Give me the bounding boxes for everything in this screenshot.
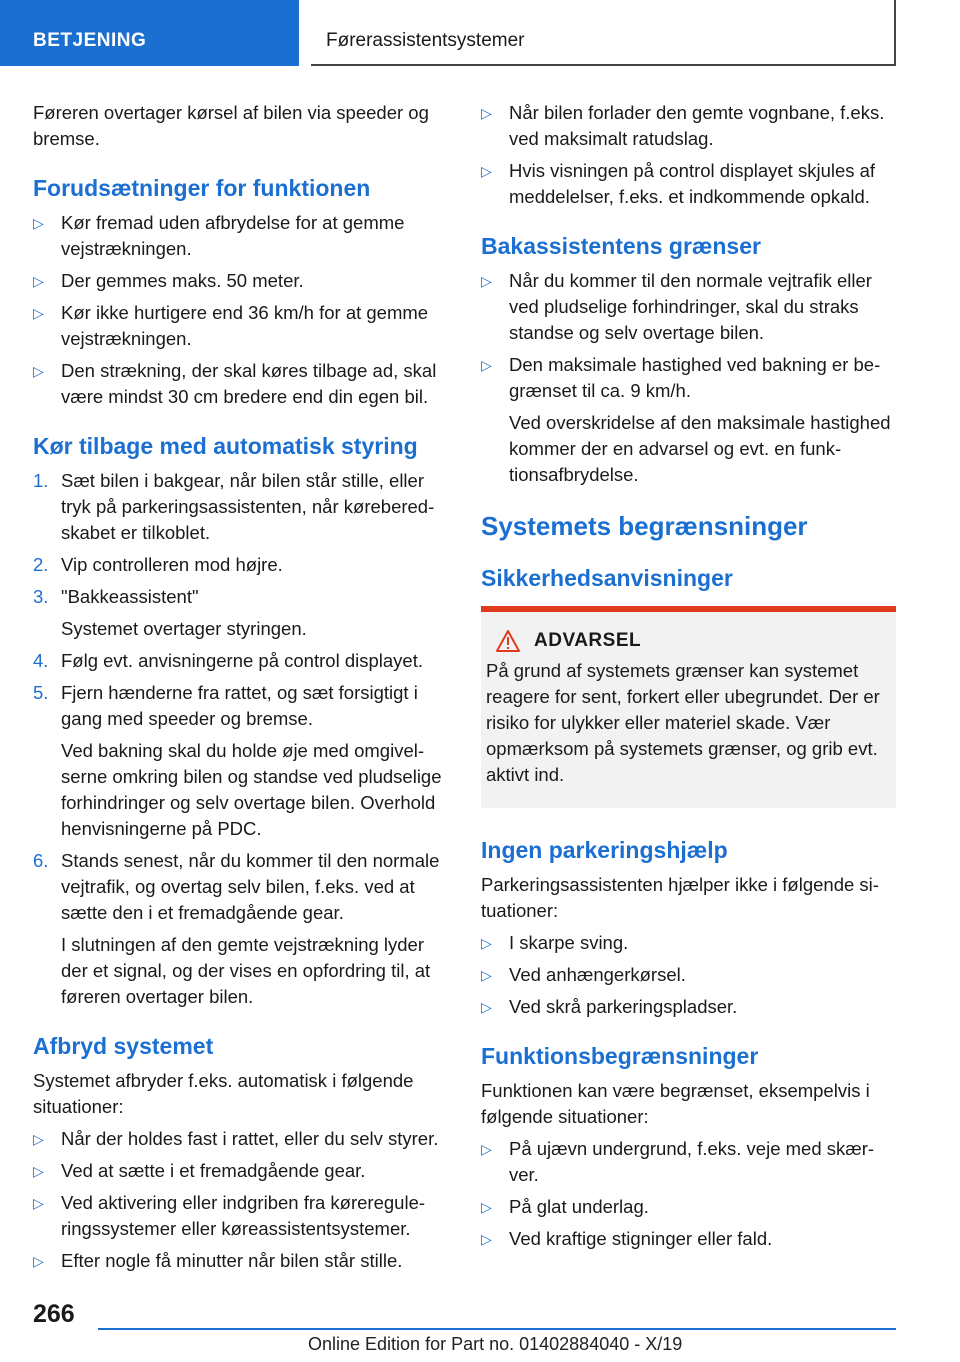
step-item: 5. Fjern hænderne fra rattet, og sæt forsigtigt i gang med speeder og bremse. Ved bakning skal du holde øje med omgivelserne omkring bilen og standse ved pludselige forhindringer og selv overtage bilen. Overhold henvisningerne på PDC.	[33, 680, 453, 842]
list-item: ▷ Ved at sætte i et fremadgående gear.	[33, 1158, 453, 1184]
triangle-bullet-icon: ▷	[33, 1195, 44, 1211]
triangle-bullet-icon: ▷	[481, 999, 492, 1015]
triangle-bullet-icon: ▷	[33, 1131, 44, 1147]
triangle-bullet-icon: ▷	[481, 1141, 492, 1157]
list-item: ▷ På ujævn undergrund, f.eks. veje med skærver.	[481, 1138, 875, 1185]
function-limits-intro: Funktionen kan være begrænset, eksempelvis i følgende situationer:	[481, 1080, 870, 1127]
cancel-list	[33, 1126, 453, 1274]
list-item: ▷ Når du kommer til den normale vejtrafik eller ved pludselige forhindringer, skal du straks standse og selv overtage bilen.	[481, 270, 872, 343]
list-item: ▷ Når der holdes fast i rattet, eller du selv styrer.	[33, 1126, 453, 1152]
list-item: ▷ Den maksimale hastighed ved bakning er begrænset til ca. 9 km/h. Ved overskridelse af den maksimale hastighed kommer der en advarsel og evt. en funktionsafbrydelse.	[481, 352, 896, 488]
right-column	[481, 100, 896, 1258]
limits-list	[481, 268, 896, 488]
main-heading-system-limits: Systemets begrænsninger	[481, 511, 808, 541]
list-item: ▷ Kør ikke hurtigere end 36 km/h for at gemme vejstrækningen.	[33, 302, 429, 349]
list-item: ▷ I skarpe sving.	[481, 930, 896, 956]
page-number: 266	[33, 1300, 75, 1328]
triangle-bullet-icon: ▷	[33, 215, 44, 231]
cancel-intro: Systemet afbryder f.eks. automatisk i følgende situationer:	[33, 1070, 414, 1117]
triangle-bullet-icon: ▷	[481, 1199, 492, 1215]
intro-text: Føreren overtager kørsel af bilen via speeder og bremse.	[33, 102, 429, 149]
warning-triangle-icon	[496, 630, 520, 652]
triangle-bullet-icon: ▷	[481, 357, 492, 373]
list-note: Ved overskridelse af den maksimale hastighed kommer der en advarsel og evt. en funktionsafbrydelse.	[509, 412, 891, 485]
warning-text: På grund af systemets grænser kan systemet reagere for sent, forkert eller ubegrundet. Der er risiko for ulykker eller materiel skade. Vær opmærksom på systemets grænser, og grib evt. aktivt ind.	[486, 660, 880, 785]
no-parking-list	[481, 930, 896, 1020]
step-note: Systemet overtager styringen.	[61, 618, 307, 639]
warning-header	[486, 630, 880, 652]
triangle-bullet-icon: ▷	[481, 105, 492, 121]
section-heading-cancel: Afbryd systemet	[33, 1033, 214, 1059]
triangle-bullet-icon: ▷	[481, 163, 492, 179]
section-heading-function-limits: Funktionsbegrænsninger	[481, 1043, 759, 1069]
section-heading-reverse: Kør tilbage med automatisk styring	[33, 433, 418, 459]
left-column	[33, 100, 453, 1280]
list-item: ▷ Ved kraftige stigninger eller fald.	[481, 1226, 896, 1252]
triangle-bullet-icon: ▷	[33, 1163, 44, 1179]
reverse-steps	[33, 468, 453, 1010]
step-item: 6. Stands senest, når du kommer til den normale vejtrafik, og overtag selv bilen, f.eks. ved at sætte den i et fremadgående gear. I slutningen af den gemte vejstrækning lyder der et signal, og der vises en opfordring til, at føreren overtager bilen.	[33, 848, 453, 1010]
triangle-bullet-icon: ▷	[33, 1253, 44, 1269]
list-item: ▷ Når bilen forlader den gemte vognbane, f.eks. ved maksimalt ratudslag.	[481, 102, 885, 149]
list-item: ▷ Den strækning, der skal køres tilbage ad, skal være mindst 30 cm bredere end din egen bil.	[33, 360, 437, 407]
section-heading-safety: Sikkerhedsanvisninger	[481, 565, 733, 591]
list-item: ▷ På glat underlag.	[481, 1194, 896, 1220]
list-item: ▷ Kør fremad uden afbrydelse for at gemme vejstrækningen.	[33, 212, 405, 259]
step-item: 3. "Bakkeassistent" Systemet overtager styringen.	[33, 584, 453, 642]
section-heading-limits: Bakassistentens grænser	[481, 233, 761, 259]
section-tab: BETJENING	[0, 0, 299, 66]
list-item: ▷ Ved anhængerkørsel.	[481, 962, 896, 988]
step-note: I slutningen af den gemte vejstrækning lyder der et signal, og der vises en opfordring til, at føreren overtager bilen.	[61, 934, 431, 1007]
list-item: ▷ Der gemmes maks. 50 meter.	[33, 268, 453, 294]
section-heading-prerequisites: Forudsætninger for funktionen	[33, 175, 371, 201]
triangle-bullet-icon: ▷	[481, 935, 492, 951]
triangle-bullet-icon: ▷	[33, 363, 44, 379]
footer-divider	[98, 1328, 896, 1330]
triangle-bullet-icon: ▷	[33, 273, 44, 289]
step-item: 2. Vip controlleren mod højre.	[33, 554, 283, 575]
edition-text: Online Edition for Part no. 01402884040 - X/19	[308, 1334, 683, 1354]
list-item: ▷ Hvis visningen på control displayet skjules af meddelelser, f.eks. et indkommende opkald.	[481, 160, 876, 207]
triangle-bullet-icon: ▷	[481, 967, 492, 983]
section-heading-no-parking-aid: Ingen parkeringshjælp	[481, 837, 728, 863]
page-header	[0, 0, 960, 66]
chapter-title: Førerassistentsystemer	[311, 0, 896, 66]
function-limits-list	[481, 1136, 896, 1252]
warning-title: ADVARSEL	[534, 630, 642, 651]
list-item: ▷ Ved aktivering eller indgriben fra kørereguleringssystemer eller køreassistentsystemer.	[33, 1192, 426, 1239]
step-item: 1. Sæt bilen i bakgear, når bilen står stille, eller tryk på parkeringsassistenten, når køreberedskabet er tilkoblet.	[33, 470, 435, 543]
warning-box	[481, 606, 896, 808]
prerequisites-list	[33, 210, 453, 410]
no-parking-intro: Parkeringsassistenten hjælper ikke i følgende situationer:	[481, 874, 879, 921]
triangle-bullet-icon: ▷	[481, 273, 492, 289]
triangle-bullet-icon: ▷	[33, 305, 44, 321]
step-item: 4. Følg evt. anvisningerne på control displayet.	[33, 650, 423, 671]
cancel-list-continued	[481, 100, 896, 210]
step-note: Ved bakning skal du holde øje med omgivelserne omkring bilen og standse ved pludselige forhindringer og selv overtage bilen. Overhold henvisningerne på PDC.	[61, 740, 442, 839]
triangle-bullet-icon: ▷	[481, 1231, 492, 1247]
list-item: ▷ Efter nogle få minutter når bilen står stille.	[33, 1248, 453, 1274]
list-item: ▷ Ved skrå parkeringspladser.	[481, 994, 896, 1020]
